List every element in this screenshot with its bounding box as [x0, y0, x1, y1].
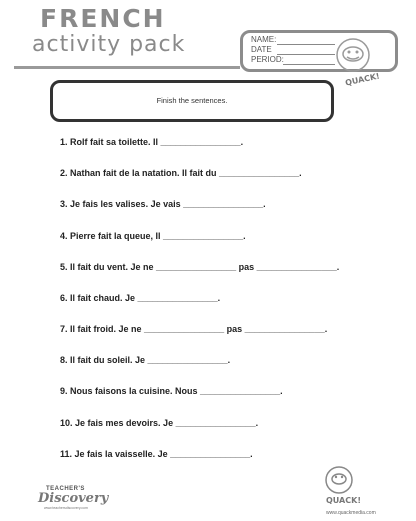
name-label: NAME: [251, 35, 277, 44]
name-field[interactable] [277, 44, 335, 45]
logo-tagline: www.teachersdiscovery.com [44, 506, 88, 510]
title-activity-pack: activity pack [32, 32, 186, 57]
question-8: 8. Il fait du soleil. Je ________________. [60, 355, 231, 365]
question-11: 11. Je fais la vaisselle. Je ________________. [60, 449, 253, 459]
date-label: DATE [251, 45, 272, 54]
title-french: FRENCH [40, 4, 166, 33]
logo-top-text: TEACHER'S [46, 486, 85, 492]
footer-quack-logo: QUACK! [326, 496, 361, 505]
teachers-discovery-logo [38, 486, 108, 510]
quack-logo: QUACK! [344, 71, 381, 88]
period-field[interactable] [283, 64, 335, 65]
question-10: 10. Je fais mes devoirs. Je ________________. [60, 418, 259, 428]
footer-url: www.quackmedia.com [326, 510, 376, 516]
instructions-text: Finish the sentences. [156, 96, 228, 105]
question-3: 3. Je fais les valises. Je vais ________________. [60, 199, 266, 209]
footer-duck-icon [322, 463, 356, 497]
date-field[interactable] [277, 54, 335, 55]
student-info-box [240, 30, 398, 72]
question-1: 1. Rolf fait sa toilette. Il ________________. [60, 137, 244, 147]
question-7: 7. Il fait froid. Je ne ________________ pas ________________. [60, 324, 328, 334]
question-6: 6. Il fait chaud. Je ________________. [60, 293, 221, 303]
question-5: 5. Il fait du vent. Je ne ________________ pas ________________. [60, 262, 340, 272]
question-2: 2. Nathan fait de la natation. Il fait du ________________. [60, 168, 302, 178]
question-4: 4. Pierre fait la queue, Il ________________. [60, 231, 246, 241]
instructions-box [50, 80, 334, 122]
logo-main-text: Discovery [38, 491, 109, 506]
header-divider [14, 66, 240, 69]
question-9: 9. Nous faisons la cuisine. Nous ________________. [60, 386, 283, 396]
duck-stamp-icon [334, 36, 372, 74]
period-label: PERIOD: [251, 55, 284, 64]
